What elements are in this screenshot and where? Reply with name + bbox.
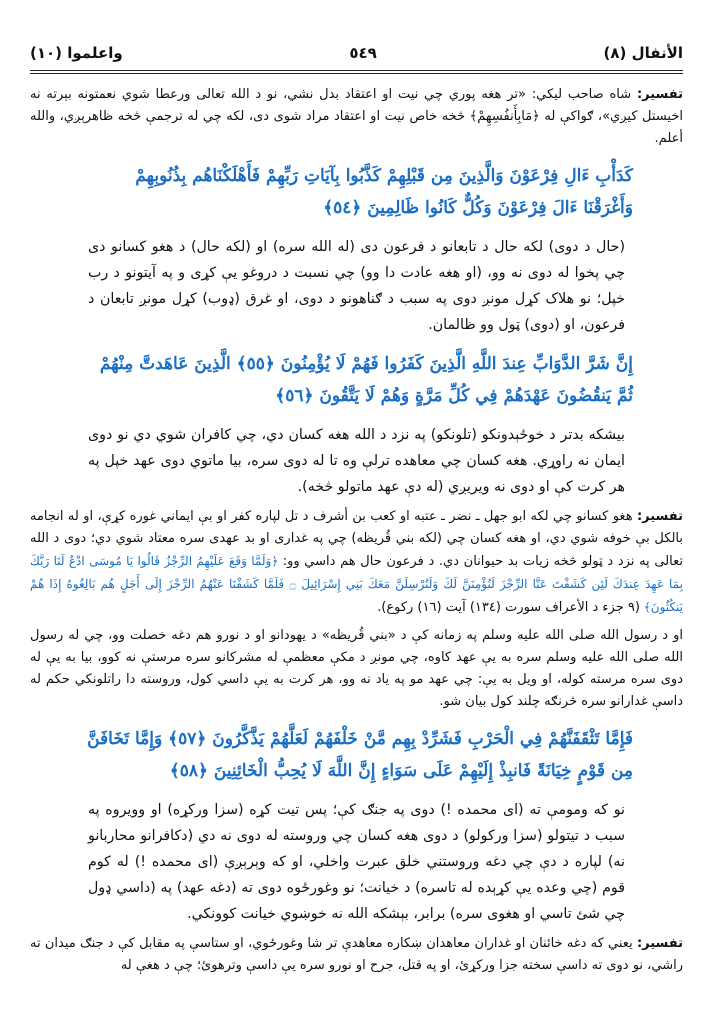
page-number: ٥٤٩ [349, 44, 377, 62]
inline-verse: ﴿وَلَمَّا وَقَعَ عَلَيْهِمُ الرِّجْزُ قَالُوا يَا مُوسَى ادْعُ لَنَا رَبَّكَ بِمَا عَهِدَ عِندَكَ لَئِن كَشَفْتَ عَنَّا الرِّجْزَ لَنُؤْمِنَنَّ لَكَ وَلَنُرْسِلَنَّ مَعَكَ بَنِي إِسْرَائِيلَ ۝ فَلَمَّا كَشَفْنَا عَنْهُمُ الرِّجْزَ إِلَى أَجَلٍ هُم بَالِغُوهُ إِذَا هُمْ يَنكُثُونَ﴾ [30, 554, 683, 614]
translation-54: (حال د دوی) لکه حال د تابعانو د فرعون دی (له الله سره) او (لکه حال) د هغو کسانو دی چي پخوا له دوی نه وو، (او هغه عادت دا وو) چي نسبت د دروغو یې کړی و په آیتونو د رب خپل؛ نو هلاک کړل مونږ دوی په سبب د ګناهونو د دوی، او غرق (ډوب) کړل مونږ تابعان د فرعون، او (دوی) ټول وو ظالمان. [88, 239, 625, 333]
header-rule-thin [30, 73, 683, 74]
tafsir-text: هغو کسانو چي لکه ابو جهل ـ نضر ـ عتبه او کعب بن أشرف د تل لپاره کفر او بې ایماني غوره کړې، او له انجامه بالکل بې خوفه شوي دي، او هغه کسان چي (لکه بني قُریظه) چي په غداری او بد عهدی سره معتاد شوي دي؛ دوی د الله تعالی په نزد د ټولو څخه زیات بد حیوانان دي. د فرعون حال هم داسي وو: [30, 509, 683, 569]
translation-55-56: بیشکه بدتر د خوځېدونکو (تلونکو) په نزد د الله هغه کسان دي، چي کافران شوي دي نو دوی ایمان نه راوړي. هغه کسان چي معاهده ترلې وه تا له دوی سره، بیا ماتوي دوی عهد خپل په هر کرت کې او دوی نه ویریږي (له دې عهد ماتولو څخه). [88, 427, 625, 495]
translation-57-58: نو که ومومې ته (ای محمده !) دوی په جنګ کې؛ پس تیت کړه (سزا ورکړه) او وویروه په سبب د تیتولو (سزا ورکولو) د دوی هغه کسان چي وروسته له دوی نه دي (دکافرانو محاربانو نه) لپاره د دې چي دغه وروستني خلق عبرت واخلي، او که وېرېږې (ای محمده !) له کوم قوم (چي وعده یې کړېده له تاسره) د خیانت؛ نو وغورځوه دوی ته (دغه عهد) په (داسي ډول چي شئ تاسي او هغوی سره) برابر، بېشکه الله نه خوښوي خیانت کوونکي. [88, 802, 625, 922]
tafsir-label: تفسیر: [636, 87, 683, 102]
tafsir-label: تفسیر: [636, 509, 683, 524]
tafsir-paragraph-1 [30, 84, 683, 150]
tafsir-text: یعني که دغه خائنان او غداران معاهدان ښکاره معاهدې تر شا وغورځوي، او ستاسې په مقابل کې د جنګ میدان ته راشي، نو دوی ته داسې سخته جزا ورکړئ، او په قتل، جرح او نورو سره یې داسې وترهوئ؛ چې د هغې له [30, 936, 683, 973]
quran-verse-57-58: فَإِمَّا تَثْقَفَنَّهُمْ فِي الْحَرْبِ فَشَرِّدْ بِهِم مَّنْ خَلْفَهُمْ لَعَلَّهُمْ يَذَّكَّرُونَ ﴿٥٧﴾ وَإِمَّا تَخَافَنَّ مِن قَوْمٍ خِيَانَةً فَانبِذْ إِلَيْهِمْ عَلَى سَوَاءٍ إِنَّ اللَّهَ لَا يُحِبُّ الْخَائِنِينَ ﴿٥٨﴾ [87, 729, 633, 781]
quran-verse-54: كَدَأْبِ ءَالِ فِرْعَوْنَ وَالَّذِينَ مِن قَبْلِهِمْ كَذَّبُوا بِآيَاتِ رَبِّهِمْ فَأَهْلَكْنَاهُم بِذُنُوبِهِمْ وَأَغْرَقْنَا ءَالَ فِرْعَوْنَ وَكُلٌّ كَانُوا ظَالِمِينَ ﴿٥٤﴾ [135, 166, 633, 218]
verse-reference: (٩ جزء د الأعراف سورت (١٣٤) آیت (١٦) رکوع). [377, 600, 640, 615]
header-rule [30, 70, 683, 71]
tafsir-paragraph-3: او د رسول الله صلی الله علیه وسلم په زمانه کې د «بني قُریظه» د یهودانو او د نورو هم دغه خصلت وو، چي له رسول الله صلی الله علیه وسلم سره به یې عهد کاوه، چي مونږ د مکې معظمې له مشرکانو سره مرستې نه کوو، بیا به یې له دوی سره مرسته کوله، او ویل به یې: چي عهد مو په یاد نه وو، هر کرت به یې داسي کول، وروسته دا راتلونکي حکم له داسې غدارانو سره څرنګه چلند کول بیان شو. [30, 628, 683, 709]
tafsir-text: شاه صاحب لیکي: «تر هغه پوري چي نیت او اعتقاد بدل نشي، نو د الله تعالی ورعطا شوي نعمتونه بېرته نه اخیستل کیږي»، ګواکې له ﴿مَابِأَنفُسِهِمْ﴾ څخه خاص نیت او اعتقاد مراد شوی دی، لکه چي له ترجمې څخه ظاهرېږي، والله أعلم. [30, 87, 683, 146]
page-header [30, 40, 683, 66]
tafsir-paragraph-4 [30, 933, 683, 977]
tafsir-label: تفسیر: [636, 936, 683, 951]
tafsir-paragraph-2 [30, 506, 683, 619]
surah-label: الأنفال (٨) [603, 44, 683, 62]
page-content [30, 84, 683, 983]
quran-verse-55-56: إِنَّ شَرَّ الدَّوَابِّ عِندَ اللَّهِ الَّذِينَ كَفَرُوا فَهُمْ لَا يُؤْمِنُونَ ﴿٥٥﴾ الَّذِينَ عَاهَدتَّ مِنْهُمْ ثُمَّ يَنقُضُونَ عَهْدَهُمْ فِي كُلِّ مَرَّةٍ وَهُمْ لَا يَتَّقُونَ ﴿٥٦﴾ [99, 354, 633, 406]
juz-label: واعلموا (١٠) [30, 44, 123, 62]
